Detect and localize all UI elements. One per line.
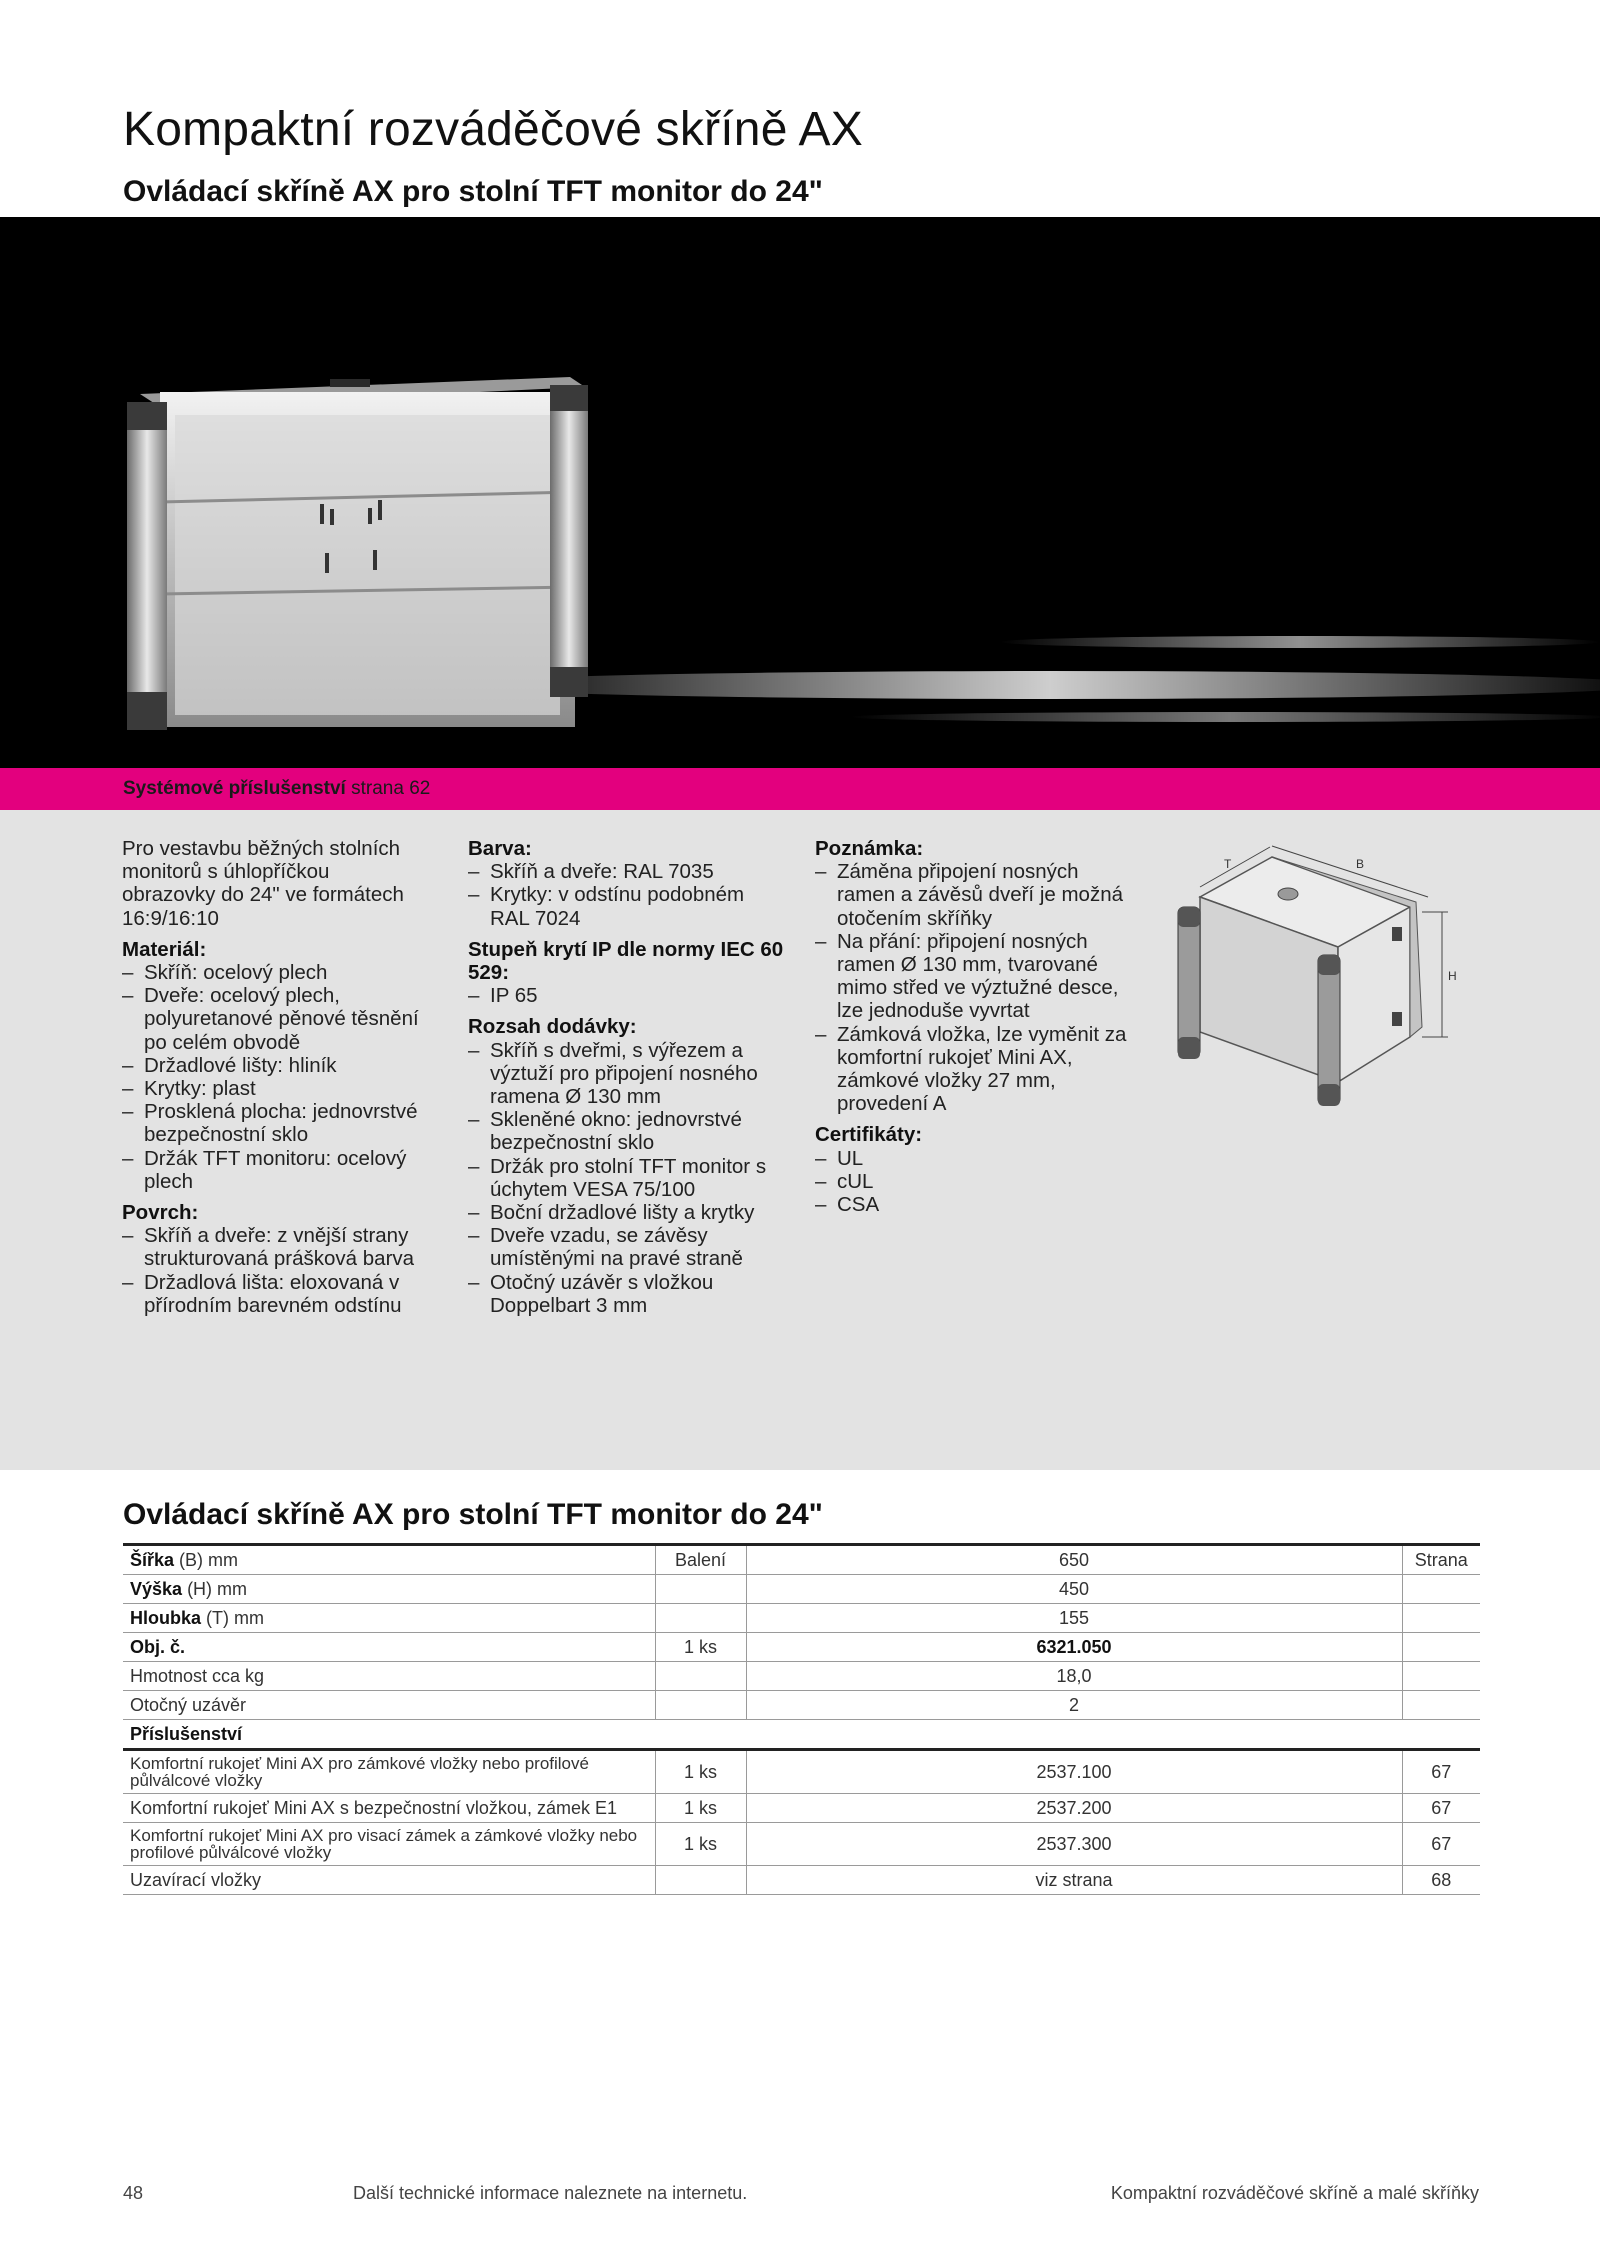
spec-value-cell: 155 [746, 1604, 1402, 1633]
spec-label-cell [123, 1691, 655, 1720]
footer-note: Další technické informace naleznete na internetu. [353, 2183, 748, 2203]
spec-pack-cell [655, 1604, 746, 1633]
table-row [123, 1794, 1480, 1823]
spec-label-cell [123, 1604, 655, 1633]
protection-heading: Stupeň krytí IP dle normy IEC 60 529: [468, 937, 784, 985]
dimension-label-h: H [1448, 969, 1457, 983]
spec-label-cell [123, 1662, 655, 1691]
accessory-order-number-cell: 2537.300 [746, 1823, 1402, 1866]
list-item: – Držadlová lišta: eloxovaná v přírodním barevném odstínu [122, 1271, 422, 1317]
list-item: – Prosklená plocha: jednovrstvé bezpečnostní sklo [122, 1100, 422, 1146]
list-item: – Držák pro stolní TFT monitor s úchytem VESA 75/100 [468, 1155, 788, 1201]
accessory-order-number-cell: 2537.200 [746, 1794, 1402, 1823]
certificates-heading: Certifikáty: [815, 1123, 923, 1147]
spec-label-cell [123, 1575, 655, 1604]
spec-page-cell: Strana [1402, 1545, 1480, 1575]
accessories-page-ref: strana 62 [351, 778, 431, 799]
table-row [123, 1750, 1480, 1794]
list-item: – Skříň s dveřmi, s výřezem a výztuží pro připojení nosného ramena Ø 130 mm [468, 1039, 788, 1109]
list-item: – Držák TFT monitoru: ocelový plech [122, 1147, 422, 1193]
spec-value-cell: 18,0 [746, 1662, 1402, 1691]
accessory-pack-cell: 1 ks [655, 1823, 746, 1866]
certificates-list [815, 1147, 1135, 1217]
page-title: Kompaktní rozváděčové skříně AX [123, 103, 863, 156]
surface-heading: Povrch: [122, 1201, 199, 1225]
spec-label-bold: Hloubka [130, 1608, 202, 1628]
list-item: – Skříň a dveře: RAL 7035 [468, 860, 788, 883]
table-row [123, 1662, 1480, 1691]
accessory-pack-cell: 1 ks [655, 1794, 746, 1823]
table-row [123, 1823, 1480, 1866]
list-item: – UL [815, 1147, 1135, 1170]
spec-pack-cell: Balení [655, 1545, 746, 1575]
list-item: – Na přání: připojení nosných ramen Ø 130 mm, tvarované mimo střed ve výztužné desce, lze jednoduše vyvrtat [815, 930, 1135, 1023]
list-item: – Dveře vzadu, se závěsy umístěnými na pravé straně [468, 1224, 788, 1270]
spec-pack-cell [655, 1691, 746, 1720]
footer-section: Kompaktní rozváděčové skříně a malé skříňky [1110, 2183, 1479, 2203]
list-item: – Boční držadlové lišty a krytky [468, 1201, 788, 1224]
accessory-page-cell[interactable]: 67 [1402, 1750, 1480, 1794]
table-title: Ovládací skříně AX pro stolní TFT monitor do 24" [123, 1498, 823, 1531]
list-item: – Krytky: plast [122, 1077, 422, 1100]
spec-label-cell [123, 1545, 655, 1575]
list-item: – IP 65 [468, 984, 788, 1007]
dimension-label-b: B [1356, 857, 1365, 871]
dimension-label-t: T [1224, 857, 1232, 871]
info-column-3 [815, 837, 1135, 1216]
accessories-link[interactable] [123, 778, 430, 800]
spec-label-rest: (T) mm [201, 1608, 264, 1628]
accessories-heading: Příslušenství [123, 1720, 1480, 1750]
list-item: – Skleněné okno: jednovrstvé bezpečnostní sklo [468, 1108, 788, 1154]
page-number: 48 [123, 2183, 144, 2203]
spec-table [123, 1543, 1480, 1895]
spec-page-cell [1402, 1691, 1480, 1720]
spec-value-cell: 6321.050 [746, 1633, 1402, 1662]
list-item: – Krytky: v odstínu podobném RAL 7024 [468, 883, 788, 929]
color-list [468, 860, 788, 930]
list-item: – cUL [815, 1170, 1135, 1193]
accessory-pack-cell: 1 ks [655, 1750, 746, 1794]
list-item: – Zámková vložka, lze vyměnit za komfortní rukojeť Mini AX, zámkové vložky 27 mm, provedení A [815, 1023, 1135, 1116]
table-row [123, 1604, 1480, 1633]
delivery-heading: Rozsah dodávky: [468, 1015, 637, 1039]
spec-label-rest: Hmotnost cca kg [130, 1666, 265, 1686]
accessories-section-row [123, 1720, 1480, 1750]
spec-label-bold: Šířka [130, 1550, 175, 1570]
material-list [122, 961, 422, 1193]
delivery-list [468, 1039, 788, 1317]
spec-value-cell: 450 [746, 1575, 1402, 1604]
spec-label-rest: (B) mm [174, 1550, 239, 1570]
accessory-pack-cell [655, 1866, 746, 1895]
color-heading: Barva: [468, 837, 532, 860]
spec-value-cell: 2 [746, 1691, 1402, 1720]
accessory-page-cell[interactable]: 68 [1402, 1866, 1480, 1895]
page-subtitle: Ovládací skříně AX pro stolní TFT monitor do 24" [123, 175, 823, 208]
protection-list [468, 984, 788, 1007]
accessory-order-number-cell: viz strana [746, 1866, 1402, 1895]
info-column-2 [468, 837, 788, 1317]
accessories-bar [0, 768, 1600, 810]
accessory-label-cell: Komfortní rukojeť Mini AX s bezpečnostní vložkou, zámek E1 [123, 1794, 655, 1823]
table-row [123, 1691, 1480, 1720]
spec-pack-cell: 1 ks [655, 1633, 746, 1662]
spec-page-cell [1402, 1575, 1480, 1604]
material-heading: Materiál: [122, 937, 207, 961]
accessories-label: Systémové příslušenství [123, 778, 346, 799]
accessory-page-cell[interactable]: 67 [1402, 1794, 1480, 1823]
accessory-label-cell: Komfortní rukojeť Mini AX pro visací zámek a zámkové vložky nebo profilové půlválcové vložky [123, 1823, 655, 1866]
spec-pack-cell [655, 1662, 746, 1691]
list-item: – Držadlové lišty: hliník [122, 1054, 422, 1077]
spec-label-cell [123, 1633, 655, 1662]
accessory-order-number-cell: 2537.100 [746, 1750, 1402, 1794]
spec-pack-cell [655, 1575, 746, 1604]
table-row [123, 1575, 1480, 1604]
spec-page-cell [1402, 1633, 1480, 1662]
list-item: – Otočný uzávěr s vložkou Doppelbart 3 mm [468, 1271, 788, 1317]
dimension-drawing [1160, 832, 1480, 1122]
accessory-page-cell[interactable]: 67 [1402, 1823, 1480, 1866]
list-item: – Skříň a dveře: z vnější strany strukturovaná prášková barva [122, 1224, 422, 1270]
note-list [815, 860, 1135, 1115]
accessory-label-cell: Komfortní rukojeť Mini AX pro zámkové vložky nebo profilové půlválcové vložky [123, 1750, 655, 1794]
intro-text: Pro vestavbu běžných stolních monitorů s úhlopříčkou obrazovky do 24" ve formátech 16:9/16:10 [122, 837, 404, 930]
spec-label-bold: Obj. č. [130, 1637, 186, 1657]
spec-label-rest: Otočný uzávěr [130, 1695, 247, 1715]
spec-page-cell [1402, 1604, 1480, 1633]
surface-list [122, 1224, 422, 1317]
list-item: – CSA [815, 1193, 1135, 1216]
spec-page-cell [1402, 1662, 1480, 1691]
note-heading: Poznámka: [815, 837, 924, 860]
accessory-label-cell: Uzavírací vložky [123, 1866, 655, 1895]
table-row [123, 1866, 1480, 1895]
product-photo [0, 217, 1600, 768]
spec-label-rest: (H) mm [182, 1579, 248, 1599]
table-row [123, 1633, 1480, 1662]
table-row [123, 1545, 1480, 1575]
list-item: – Skříň: ocelový plech [122, 961, 422, 984]
spec-label-bold: Výška [130, 1579, 183, 1599]
spec-value-cell: 650 [746, 1545, 1402, 1575]
info-column-1 [122, 837, 422, 1317]
spec-table-body [123, 1545, 1480, 1895]
list-item: – Dveře: ocelový plech, polyuretanové pěnové těsnění po celém obvodě [122, 984, 422, 1054]
list-item: – Záměna připojení nosných ramen a závěsů dveří je možná otočením skříňky [815, 860, 1135, 930]
